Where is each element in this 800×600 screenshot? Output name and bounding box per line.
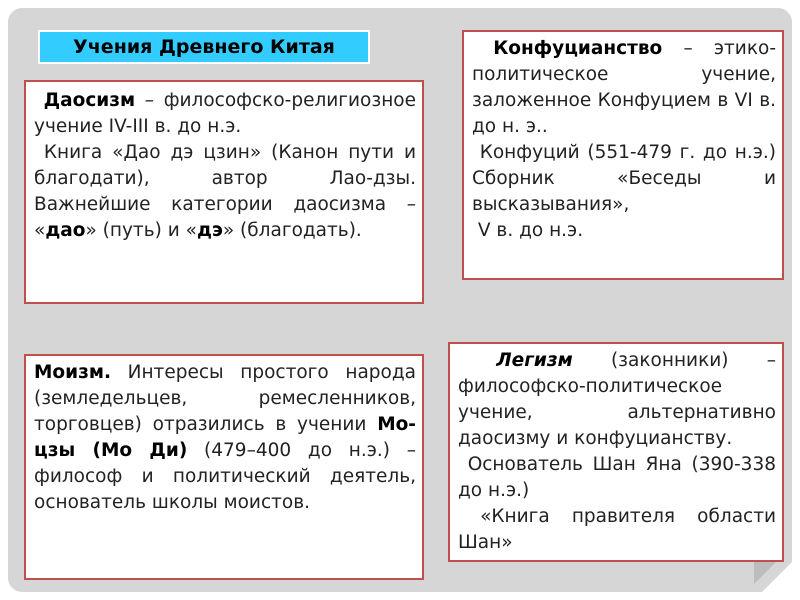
moism-term: Моизм.	[34, 362, 111, 383]
moism-founder-name: Мо-цзы (Мо Ди)	[34, 414, 416, 461]
moism-text-a: Интересы простого народа (земледельцев, ремесленников, торговцев) отразились в учении	[34, 362, 416, 435]
confucianism-term: Конфуцианство	[493, 38, 663, 59]
moism-text-c: (479–400 до н.э.) – философ и политический деятель, основатель школы моистов.	[34, 440, 416, 513]
legism-definition: (законники) – философско-политическое учение, альтернативно даосизму и конфуцианству.	[458, 350, 776, 449]
daoism-box	[24, 80, 424, 304]
confucianism-paragraph-2	[472, 140, 776, 218]
moism-box	[24, 354, 424, 580]
daoism-text-end: » (благодать).	[222, 220, 362, 241]
daoism-paragraph-2	[34, 140, 416, 244]
legism-box	[448, 342, 784, 562]
daoism-book-text: Книга «Дао дэ цзин» (Канон пути и благодати), автор Лао-дзы. Важнейшие категории даосизма – «	[34, 142, 416, 241]
confucianism-founder-text: Конфуций (551-479 г. до н.э.) Сборник «Беседы и высказывания»,	[472, 142, 776, 215]
daoism-category-de: дэ	[196, 220, 223, 241]
daoism-term: Даосизм	[43, 90, 136, 111]
daoism-definition: – философско-религиозное учение IV-III в. до н.э.	[34, 90, 416, 137]
daoism-paragraph-1	[34, 88, 416, 140]
legism-term: Легизм	[496, 350, 573, 371]
confucianism-definition: – этико-политическое учение, заложенное Конфуцием в VI в. до н. э..	[472, 38, 776, 137]
daoism-text-connector: » (путь) и «	[85, 220, 197, 241]
confucianism-paragraph-1	[472, 36, 776, 140]
moism-paragraph	[34, 360, 416, 516]
legism-paragraph-1	[458, 348, 776, 452]
legism-book-title: «Книга правителя области Шан»	[458, 506, 776, 553]
daoism-category-dao: дао	[45, 220, 86, 241]
confucianism-paragraph-3	[472, 218, 776, 244]
legism-founder-text: Основатель Шан Яна (390-338 до н.э.)	[458, 454, 776, 501]
legism-paragraph-2	[458, 452, 776, 504]
confucianism-box	[462, 30, 784, 280]
confucianism-century: V в. до н.э.	[477, 220, 584, 241]
slide-title: Учения Древнего Китая	[38, 30, 370, 64]
legism-paragraph-3	[458, 504, 776, 556]
